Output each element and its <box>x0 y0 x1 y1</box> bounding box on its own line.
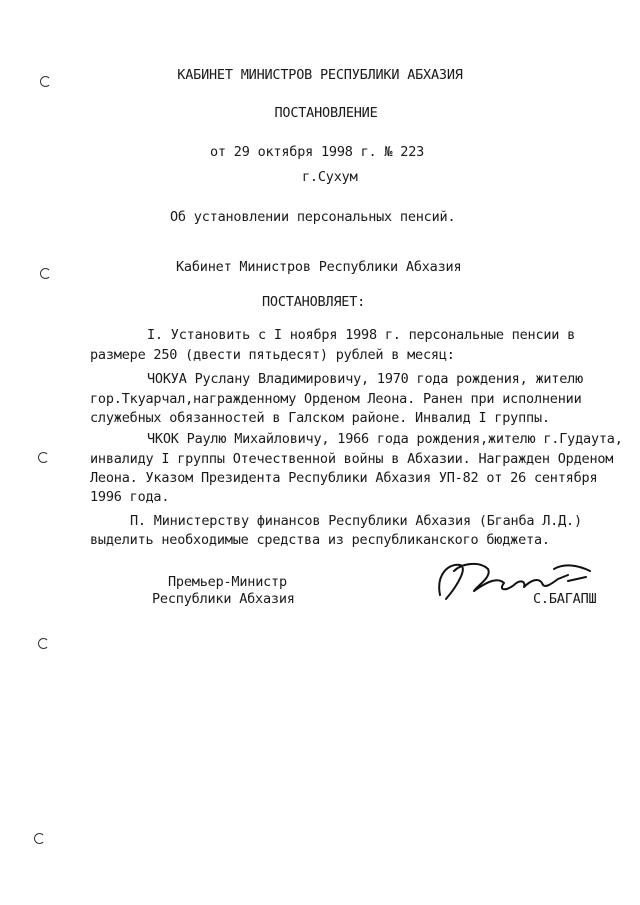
punch-hole-mark <box>40 268 51 279</box>
preamble-body: Кабинет Министров Республики Абхазия <box>176 259 462 275</box>
recipient-2-line-2: инвалиду I группы Отечественной войны в Абхазии. Награжден Орденом <box>90 451 614 467</box>
signatory-title-line-1: Премьер-Министр <box>168 574 287 590</box>
city: г.Сухум <box>302 169 358 185</box>
date-number: от 29 октября 1998 г. № 223 <box>210 144 425 160</box>
signatory-name: С.БАГАПШ <box>533 591 597 607</box>
paragraph-2-line-1: П. Министерству финансов Республики Абхазия (Бганба Л.Д.) <box>130 513 582 529</box>
document-type: ПОСТАНОВЛЕНИЕ <box>274 105 378 121</box>
subject-line: Об установлении персональных пенсий. <box>170 209 456 225</box>
recipient-1-line-1: ЧОКУА Руслану Владимировичу, 1970 года рождения, жителю <box>147 371 584 387</box>
punch-hole-mark <box>34 833 45 844</box>
recipient-2-line-3: Леона. Указом Президента Республики Абхазия УП-82 от 26 сентября <box>90 470 598 486</box>
recipient-1-line-3: служебных обязанностей в Галском районе. Инвалид I группы. <box>90 410 550 426</box>
punch-hole-mark <box>38 638 49 649</box>
paragraph-1-line-1: I. Установить с I ноября 1998 г. персональные пенсии в <box>147 327 576 343</box>
punch-hole-mark <box>38 452 49 463</box>
recipient-1-line-2: гор.Ткуарчал,награжденному Орденом Леона. Ранен при исполнении <box>90 391 582 407</box>
paragraph-1-line-2: размере 250 (двести пятьдесят) рублей в месяц: <box>90 347 455 363</box>
recipient-2-line-1: ЧКОК Раулю Михайловичу, 1966 года рождения,жителю г.Гудаута, <box>147 431 623 447</box>
decrees-heading: ПОСТАНОВЛЯЕТ: <box>262 294 366 310</box>
recipient-2-line-4: 1996 года. <box>90 489 170 505</box>
org-title: КАБИНЕТ МИНИСТРОВ РЕСПУБЛИКИ АБХАЗИЯ <box>177 67 463 83</box>
signatory-title-line-2: Республики Абхазия <box>152 591 295 607</box>
paragraph-2-line-2: выделить необходимые средства из республиканского бюджета. <box>90 532 550 548</box>
